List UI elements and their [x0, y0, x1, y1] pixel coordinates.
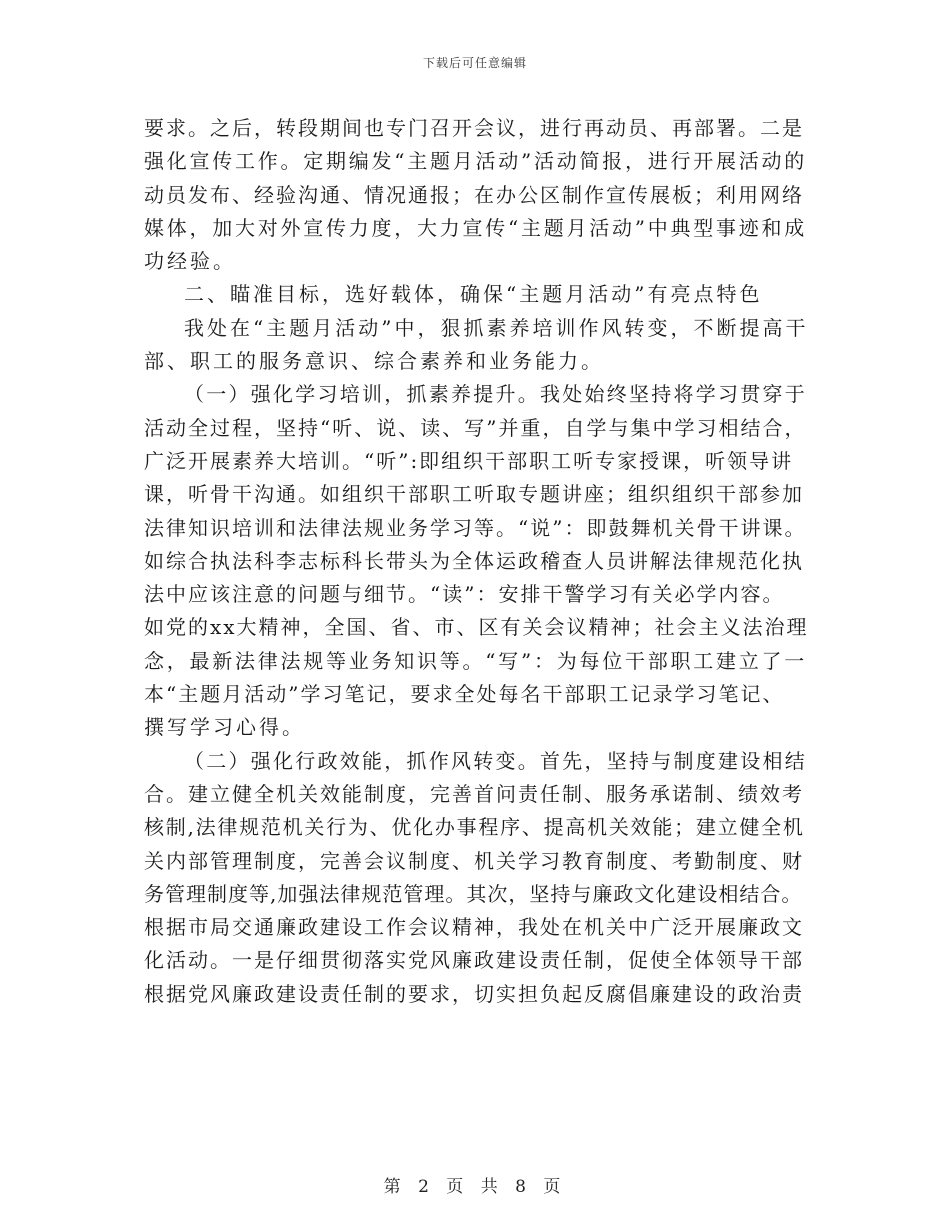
text-line: 媒体，加大对外宣传力度，大力宣传“主题月活动”中典型事迹和成 [144, 215, 807, 240]
text-line: 要求。之后，转段期间也专门召开会议，进行再动员、再部署。二是 [144, 116, 804, 140]
text-line: 活动全过程，坚持“听、说、读、写”并重，自学与集中学习相结合， [144, 415, 807, 440]
text-line: 我处在“主题月活动”中，狠抓素养培训作风转变，不断提高干 [184, 315, 809, 340]
text-line: 功经验。 [144, 249, 236, 274]
text-line: 合。建立健全机关效能制度，完善首问责任制、服务承诺制、绩效考 [144, 781, 804, 806]
subsection-heading: （一）强化学习培训，抓素养提升。我处始终坚持将学习贯穿于 [184, 382, 807, 407]
text-line: 法中应该注意的问题与细节。“读”：安排干警学习有关必学内容。 [144, 582, 785, 607]
text-line: 法律知识培训和法律法规业务学习等。“说”：即鼓舞机关骨干讲课。 [144, 515, 807, 540]
text-line: 强化宣传工作。定期编发“主题月活动”活动简报，进行开展活动的 [144, 149, 807, 174]
text-line: 课，听骨干沟通。如组织干部职工听取专题讲座；组织组织干部参加 [144, 482, 804, 507]
subsection-heading: （二）强化行政效能，抓作风转变。首先，坚持与制度建设相结 [184, 748, 807, 773]
text-line: 根据党风廉政建设责任制的要求，切实担负起反腐倡廉建设的政治责 [144, 981, 804, 1006]
page-header: 下载后可任意编辑 [422, 56, 527, 70]
text-line: 动员发布、经验沟通、情况通报；在办公区制作宣传展板；利用网络 [144, 182, 804, 207]
page-number: 第 2 页 共 8 页 [383, 1177, 567, 1197]
text-line: 根据市局交通廉政建设工作会议精神，我处在机关中广泛开展廉政文 [144, 915, 804, 940]
text-line: 核制,法律规范机关行为、优化办事程序、提高机关效能；建立健全机 [144, 815, 805, 840]
section-heading: 二、瞄准目标，选好载体，确保“主题月活动”有亮点特色 [184, 282, 763, 307]
text-line: 部、职工的服务意识、综合素养和业务能力。 [144, 349, 604, 374]
text-line: 本“主题月活动”学习笔记，要求全处每名干部职工记录学习笔记、 [144, 682, 785, 707]
text-line: 如党的xx大精神，全国、省、市、区有关会议精神；社会主义法治理 [144, 615, 809, 640]
text-line: 化活动。一是仔细贯彻落实党风廉政建设责任制，促使全体领导干部 [144, 948, 804, 973]
text-line: 务管理制度等,加强法律规范管理。其次，坚持与廉政文化建设相结合。 [144, 881, 803, 906]
text-line: 撰写学习心得。 [144, 715, 305, 740]
text-line: 关内部管理制度，完善会议制度、机关学习教育制度、考勤制度、财 [144, 848, 804, 873]
text-line: 如综合执法科李志标科长带头为全体运政稽查人员讲解法律规范化执 [144, 548, 804, 573]
text-line: 广泛开展素养大培训。“听”:即组织干部职工听专家授课，听领导讲 [144, 448, 794, 473]
text-line: 念，最新法律法规等业务知识等。“写”：为每位干部职工建立了一 [144, 648, 807, 673]
document-body [144, 112, 809, 1011]
